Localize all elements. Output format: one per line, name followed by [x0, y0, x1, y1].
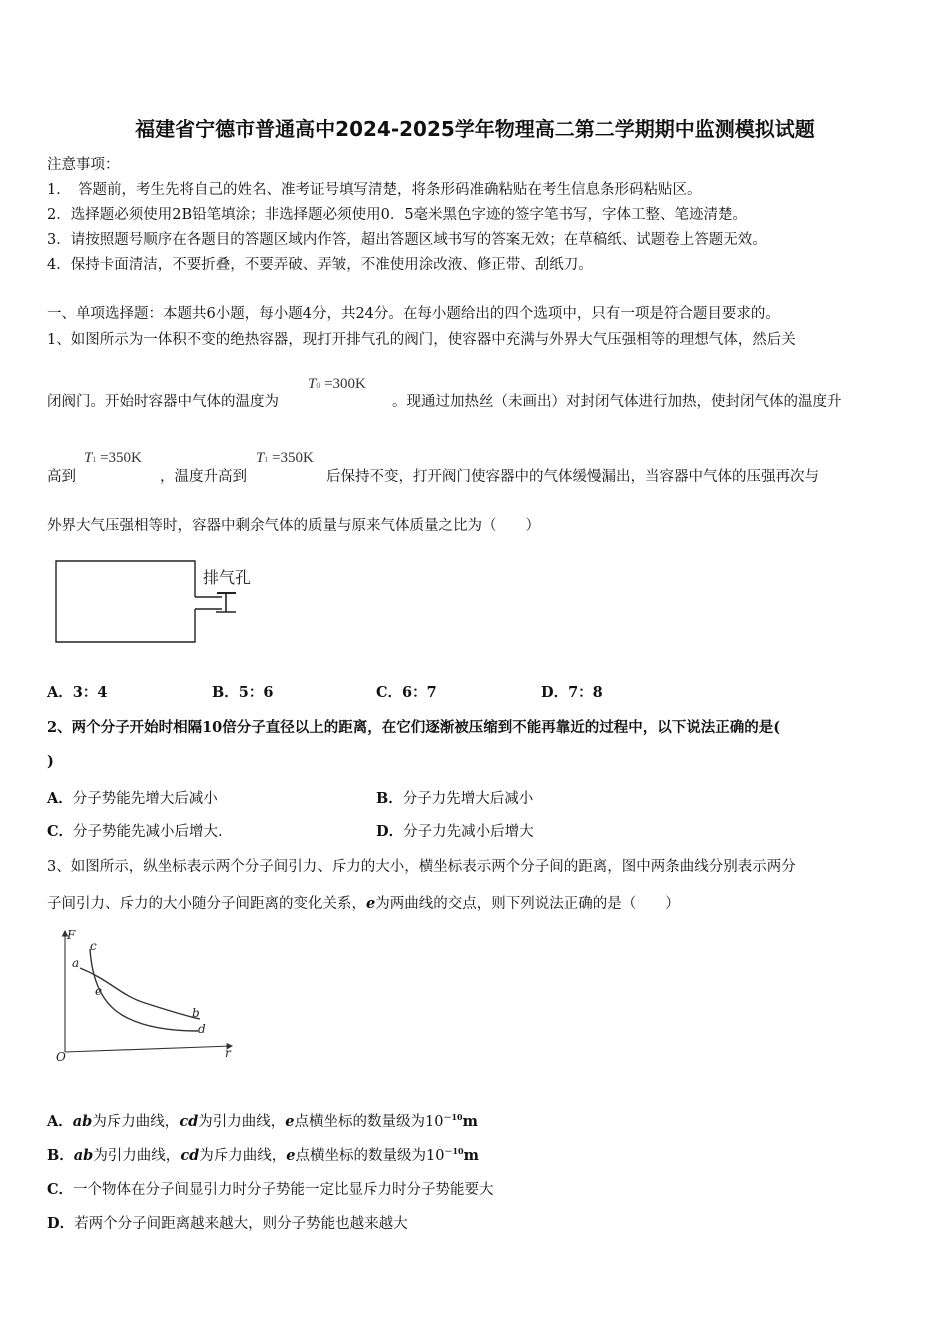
page-title: 福建省宁德市普通高中2024-2025学年物理高二第二学期期中监测模拟试题	[135, 117, 815, 141]
container-figure	[50, 555, 280, 650]
notice-item: 1． 答题前，考生先将自己的姓名、准考证号填写清楚，将条形码准确粘贴在考生信息条形码粘贴区。	[47, 182, 702, 198]
origin-label: O	[56, 1050, 66, 1064]
notice-item: 3．请按照题号顺序在各题目的答题区域内作答，超出答题区域书写的答案无效；在草稿纸、试题卷上答题无效。	[47, 232, 767, 248]
option-b[interactable]: B．5：6	[212, 684, 274, 701]
option-c[interactable]: C．一个物体在分子间显引力时分子势能一定比显斥力时分子势能要大	[47, 1181, 494, 1198]
q2-stem-line: 2、两个分子开始时相隔10倍分子直径以上的距离，在它们逐渐被压缩到不能再靠近的过程中，以下说法正确的是(	[47, 719, 781, 736]
q1-stem-line: ，温度升高到	[160, 469, 247, 485]
option-b[interactable]: B．ab为引力曲线，cd为斥力曲线，e点横坐标的数量级为$10^{-10}m$	[47, 1146, 479, 1164]
q1-stem-line: 。现通过加热丝（未画出）对封闭气体进行加热，使封闭气体的温度升	[392, 394, 842, 410]
q1-stem-line: 1、如图所示为一体积不变的绝热容器，现打开排气孔的阀门，使容器中充满与外界大气压强相等的理想气体，然后关	[47, 332, 796, 348]
option-a[interactable]: A．3：4	[47, 684, 108, 701]
notice-heading: 注意事项：	[47, 157, 120, 173]
formula-t0: T0 =300K	[308, 376, 366, 392]
option-d[interactable]: D．分子力先减小后增大	[376, 823, 534, 840]
option-a[interactable]: A．分子势能先增大后减小	[47, 790, 218, 807]
force-distance-graph	[50, 925, 245, 1065]
q2-stem-line: )	[47, 753, 54, 770]
notice-item: 4．保持卡面清洁，不要折叠，不要弄破、弄皱，不准使用涂改液、修正带、刮纸刀。	[47, 257, 593, 273]
option-a[interactable]: A．ab为斥力曲线，cd为引力曲线，e点横坐标的数量级为$10^{-10}m$	[47, 1112, 478, 1130]
formula-t1: T1 =350K	[256, 450, 314, 466]
x-axis	[65, 1046, 232, 1052]
option-d[interactable]: D．若两个分子间距离越来越大，则分子势能也越来越大	[47, 1215, 408, 1232]
curve-label: c	[90, 939, 97, 953]
option-c[interactable]: C．分子势能先减小后增大.	[47, 823, 223, 840]
q1-stem-line: 后保持不变，打开阀门使容器中的气体缓慢漏出，当容器中气体的压强再次与	[326, 469, 819, 485]
x-axis-label: r	[225, 1046, 231, 1060]
q3-stem-line: 3、如图所示，纵坐标表示两个分子间引力、斥力的大小，横坐标表示两个分子间的距离，图中两条曲线分别表示两分	[47, 859, 796, 875]
curve-label: a	[72, 956, 80, 970]
notice-item: 2．选择题必须使用2B铅笔填涂；非选择题必须使用0．5毫米黑色字迹的签字笔书写，字体工整、笔迹清楚。	[47, 207, 748, 223]
option-b[interactable]: B．分子力先增大后减小	[376, 790, 534, 807]
intersection-label: e	[95, 984, 103, 998]
curve-label: d	[198, 1022, 206, 1036]
curve-cd	[90, 949, 198, 1031]
option-d[interactable]: D．7：8	[541, 684, 603, 701]
container-outline	[56, 561, 195, 642]
curve-label: b	[192, 1006, 200, 1020]
formula-t1: T1 =350K	[84, 450, 142, 466]
q3-stem-line: 子间引力、斥力的大小随分子间距离的变化关系，e为两曲线的交点，则下列说法正确的是（ ）	[47, 895, 680, 912]
option-c[interactable]: C．6：7	[376, 684, 437, 701]
q1-stem-line: 闭阀门。开始时容器中气体的温度为	[47, 394, 279, 410]
figure-label: 排气孔	[203, 568, 252, 587]
y-axis-label: F	[67, 928, 76, 942]
q1-stem-line: 高到	[47, 469, 76, 485]
q1-stem-line: 外界大气压强相等时，容器中剩余气体的质量与原来气体质量之比为（ ）	[47, 518, 540, 534]
section-heading: 一、单项选择题：本题共6小题，每小题4分，共24分。在每小题给出的四个选项中，只有一项是符合题目要求的。	[47, 306, 780, 322]
